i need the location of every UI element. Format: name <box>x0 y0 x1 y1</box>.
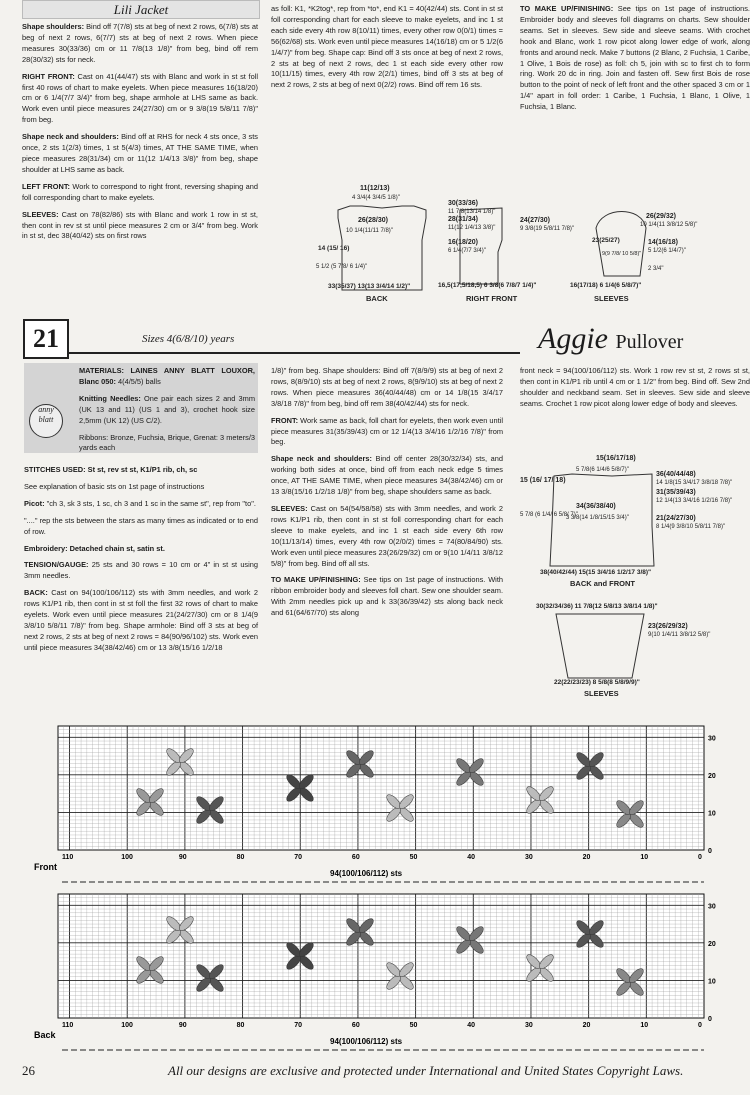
ag-sl-bottom: 22(22/23/23) 8 5/8(8 5/8/9/9)" <box>554 679 640 686</box>
paragraph-heading: MATERIALS: LAINES ANNY BLATT LOUXOR, Blanc 050: <box>79 366 255 386</box>
x-tick-label: 20 <box>582 1022 591 1029</box>
chart-label: Back <box>34 1030 56 1040</box>
sl-a: 26(29/32) <box>646 213 676 220</box>
ag-a: 36(40/44/48) <box>656 471 696 478</box>
paragraph <box>271 366 503 410</box>
front-bottom: 16,5(17,5/18,5) 6 3/8(6 7/8/7 1/4)" <box>438 282 537 289</box>
ag-b: 31(35/39/43) <box>656 489 696 496</box>
x-tick-label: 30 <box>524 1022 533 1029</box>
ag-a2: 14 1/8(15 3/4/17 3/8/18 7/8)" <box>656 480 733 486</box>
sl-d: 14(16/18) <box>648 239 678 246</box>
chart-label: Front <box>34 862 57 872</box>
front-label: RIGHT FRONT <box>466 294 518 303</box>
paragraph-text: Work to correspond to right front, reversing shaping and foll corresponding chart to make eyelets. <box>22 181 258 202</box>
x-tick-label: 90 <box>178 1022 187 1029</box>
paragraph-heading: TO MAKE UP/FINISHING: <box>271 575 361 585</box>
back-side: 14 (15/ 16) <box>318 245 350 252</box>
paragraph <box>22 22 258 66</box>
x-tick-label: 40 <box>467 854 476 861</box>
paragraph-text: "ch 3, sk 3 sts, 1 sc, ch 3 and 1 sc in the same st", rep from "to". <box>44 498 256 508</box>
back-neck: 26(28/30) <box>358 217 388 224</box>
paragraph <box>24 465 258 476</box>
x-tick-label: 70 <box>294 1022 303 1029</box>
ag-neck: 34(36/38/40) <box>576 503 616 510</box>
x-tick-label: 60 <box>351 854 360 861</box>
paragraph-text: as foll: K1, *K2tog*, rep from *to*, end K1 = 40(42/44) sts. Cont in st st foll corresponding chart for each sleeve to make eyelets, and inc 1 st each side every 4th row 8(10/11) times, every other row 0(0/1) times = 56(62/68) sts. Work even until piece measures 14(16/18) cm or 5 1/2(6 1/4/7)" from beg. Shape cap: Bind off 3 sts once at beg of next 2 rows, 2 sts at beg of next 2 rows, dec 1 st each side every other row 10(11/15) times, every 4th row 2(2/1) times, bind off 3 sts at beg of next 2 rows, 2 sts at beg of next 0(2/2) rows. Bind off rem 16 sts. <box>271 4 503 90</box>
ag-b2: 12 1/4(13 3/4/16 1/2/16 7/8)" <box>656 498 733 504</box>
ag-side2: 5 7/8 (6 1/4/ 6 5/8/ 7)" <box>520 512 578 518</box>
x-tick-label: 70 <box>294 854 303 861</box>
aggie-schematic <box>520 446 750 698</box>
lili-jacket-title: Lili Jacket <box>22 0 260 19</box>
paragraph <box>79 366 255 388</box>
front-c: 16(18/20) <box>448 239 478 246</box>
paragraph-text: Cast on 54(54/58/58) sts with 3mm needles, and work 2 rows K1/P1 rib, then cont in st st foll corresponding chart for each sleeve to make eyelets, and inc 1 st each side every 6th row 10(11/13/14) times, every 4th row 0(2/0/2) times = 74(80/84/90) sts. Work even until piece measures 23(26/29/32) cm or 9(10 1/4/11 3/8/12 5/8)" from beg. Bind off all sts. <box>271 503 503 568</box>
paragraph <box>520 4 750 113</box>
x-tick-label: 0 <box>698 1022 702 1029</box>
back-neck2: 10 1/4(11/11 7/8)" <box>346 228 393 234</box>
sl-d2: 5 1/2(6 1/4/7)" <box>648 248 686 254</box>
back-side2: 5 1/2 (5 7/8/ 6 1/4)" <box>316 264 368 270</box>
page-number: 26 <box>22 1063 35 1078</box>
sl-a2: 10 1/4(11 3/8/12 5/8)" <box>640 222 698 228</box>
x-tick-label: 50 <box>409 1022 418 1029</box>
paragraph-heading: TO MAKE UP/FINISHING: <box>520 4 614 13</box>
paragraph <box>271 454 503 498</box>
x-tick-label: 60 <box>351 1022 360 1029</box>
x-tick-label: 80 <box>236 1022 245 1029</box>
ag-sl-top: 30(32/34/36) 11 7/8(12 5/8/13 3/8/14 1/8)" <box>536 603 658 610</box>
ag-sl-h2: 9(10 1/4/11 3/8/12 5/8)" <box>648 632 711 638</box>
y-tick-label: 20 <box>708 772 716 780</box>
ag-side: 15 (16/ 17/ 18) <box>520 477 566 484</box>
paragraph-heading: Picot: <box>24 498 45 508</box>
paragraph-text: "...." rep the sts between the stars as many times as indicated or to end of row. <box>24 515 258 536</box>
paragraph-text: 1/8)" from beg. Shape shoulders: Bind off 7(8/9/9) sts at beg of next 2 rows, 8(8/9/10) sts at beg of next 2 rows, 8(9/9/10) sts at beg of next 2 rows. When piece measures 36(40/44/48) cm or 14 1/8(15 3/4/17 3/8/18 7/8)" from beg, bind off rem 38(40/42/44) sts for neck. <box>271 366 503 408</box>
paragraph-heading: Shape neck and shoulders: <box>271 454 372 464</box>
paragraph-heading: FRONT: <box>271 415 299 425</box>
ag-top2: 5 7/8(6 1/4/6 5/8/7)" <box>576 467 629 473</box>
x-tick-label: 100 <box>121 854 133 861</box>
x-tick-label: 80 <box>236 854 245 861</box>
paragraph-text: Bind off at RHS for neck 4 sts once, 3 sts once, 2 sts 1(2/3) times, 1 st 5(4/3) times, AT THE SAME TIME, when piece measures 28(31/34) cm or 11(12 1/4/13 3/8)" from beg, shape shoulder at LHS same as back. <box>22 132 258 174</box>
materials-text <box>79 366 255 460</box>
ag-top: 15(16/17/18) <box>596 455 636 462</box>
paragraph <box>79 433 255 455</box>
x-tick-label: 90 <box>178 854 187 861</box>
materials-box <box>24 363 258 453</box>
paragraph-text: 4(4/5/5) balls <box>115 376 161 386</box>
paragraph-text: See tips on 1st page of instructions. With ribbon embroider body and sleeves foll chart. Sew one shoulder seam. With 2mm needles pick up and k 33(36/39/42) sts along back neck and 61(64/67/70) sts along <box>271 575 503 618</box>
lili-column-3 <box>520 4 750 119</box>
y-tick-label: 30 <box>708 735 716 743</box>
paragraph-text: Work same as back, foll chart for eyelets, then work even until piece measures 31(35/39/43) cm or 12 1/4(13 3/4/16 1/2/16 7/8)" from beg. <box>271 415 503 447</box>
x-tick-label: 110 <box>62 1022 74 1029</box>
y-tick-label: 10 <box>708 978 716 986</box>
paragraph-text: Cast on 94(100/106/112) sts with 3mm needles, and work 2 rows K1/P1 rib, then cont in st st foll the first 32 rows of chart to make eyelets. Work even until piece measures 21(24/27/30) cm or 8 1/4(9 3/8/10 5/8/11 7/8)" from beg. Shape armhole: Bind off 3 sts at beg of next 2 rows, 2 sts at beg of next 2 rows = 84(90/96/102) sts. Work even until piece measures 34(38/42/46) cm or 13 3/8(15/16 1/2/18 <box>24 588 258 652</box>
back-top: 11(12/13) <box>360 185 390 192</box>
back-chart <box>30 890 720 1056</box>
x-tick-label: 50 <box>409 854 418 861</box>
x-tick-label: 110 <box>62 854 74 861</box>
paragraph <box>271 575 503 619</box>
aggie-column-2 <box>271 366 503 625</box>
back-bottom: 33(35/37) 13(13 3/4/14 1/2)" <box>328 283 411 290</box>
paragraph <box>22 182 258 204</box>
paragraph <box>24 516 258 538</box>
paragraph-heading: Shape neck and shoulders: <box>22 132 119 142</box>
paragraph <box>22 132 258 176</box>
anny-blatt-logo: anny blatt <box>29 404 63 438</box>
x-tick-label: 40 <box>467 1022 476 1029</box>
sl-label: SLEEVES <box>594 294 629 303</box>
x-tick-label: 20 <box>582 854 591 861</box>
paragraph <box>24 482 258 493</box>
front-b2: 11(12 1/4/13 3/8)" <box>448 225 496 231</box>
ag-label: BACK and FRONT <box>570 579 635 588</box>
paragraph-heading: TENSION/GAUGE: <box>24 560 89 570</box>
paragraph-heading: LEFT FRONT: <box>22 181 70 191</box>
ag-bottom: 38(40/42/44) 15(15 3/4/16 1/2/17 3/8)" <box>540 569 652 576</box>
pattern-number: 21 <box>23 319 69 359</box>
y-tick-label: 0 <box>708 848 712 855</box>
front-c2: 6 1/4(7/7 3/4)" <box>448 248 486 254</box>
paragraph-text: See tips on 1st page of instructions. Embroider body and sleeves foll diagrams on charts. Sew shoulder seams. Set in sleeves. Sew side and sleeve seams. With crochet hook and Blanc, work 1 row picot along lower edge of work, along fronts and around neck. Make 7 buttons (2 Blanc, 2 Fuchsia, 1 Caribe, 1 Olive, 1 Bois de rose) as foll: ch 5, join with sc to first ch to form ring. Work 20 dc in ring. Join and fasten off. Sew first Bois de rose button to the point of neck of left front and the other spaced 3 cm or 1 1/4" apart in foll order: 1 Caribe, 1 Fuchsia, 1 Blanc, 1 Olive, 1 Fuchsia, 1 Blanc. <box>520 4 750 112</box>
paragraph <box>271 504 503 569</box>
paragraph-heading: STITCHES USED: St st, rev st st, K1/P1 rib, ch, sc <box>24 465 198 474</box>
stitch-count: 94(100/106/112) sts <box>330 1037 403 1046</box>
x-tick-label: 10 <box>640 854 649 861</box>
ag-sl-h: 23(26/29/32) <box>648 623 688 630</box>
paragraph <box>24 560 258 582</box>
paragraph-heading: Embroidery: Detached chain st, satin st. <box>24 543 165 553</box>
paragraph <box>271 416 503 449</box>
paragraph-text: Cast on 41(44/47) sts with Blanc and work in st st foll first 40 rows of chart to make eyelets. When piece measures 16(18/20) cm or 6 1/4(7/7 3/4)" from beg, shape armhole at LHS same as back. Work even until piece measures 24(27/30) cm or 9 3/8(19 5/8/11 7/8)" from beg. <box>22 71 259 125</box>
aggie-title: Aggie Pullover <box>538 322 684 355</box>
x-tick-label: 10 <box>640 1022 649 1029</box>
paragraph-heading: Knitting Needles: <box>79 393 141 403</box>
paragraph <box>22 72 258 127</box>
paragraph-text: 25 sts and 30 rows = 10 cm or 4" in st st using 3mm needles. <box>24 560 258 581</box>
aggie-column-3 <box>520 366 750 416</box>
paragraph <box>79 394 255 427</box>
lili-column-1 <box>22 22 258 248</box>
y-tick-label: 30 <box>708 903 716 911</box>
y-tick-label: 20 <box>708 940 716 948</box>
sl-bottom: 16(17/18) 6 1/4(6 5/8/7)" <box>570 282 642 289</box>
paragraph <box>22 210 258 243</box>
copyright-footer: All our designs are exclusive and protected under International and United States Copyright Laws. <box>168 1063 684 1078</box>
front-b: 28(31/34) <box>448 216 478 223</box>
paragraph-text: front neck = 94(100/106/112) sts. Work 1 row rev st st, 2 rows st st, then cont in K1/P1 rib until 4 cm or 1 1/2" from beg. Bind off. Sew 2nd shoulder and neckband seam. Set in sleeves. Sew side and sleeve seams. Crochet 1 row picot along lower edge of body and sleeves. <box>520 366 750 408</box>
header-rule <box>68 352 520 354</box>
ag-c: 21(24/27/30) <box>656 515 696 522</box>
paragraph-text: Bind off 7(7/8) sts at beg of next 2 rows, 6(7/8) sts at beg of next 2 rows, 6(7/7) sts at beg of next 2 rows. When piece measures 30(33/36) cm or 11 7/8(13 1/8)" from beg, bind off rem 28(30/32) sts for neck. <box>22 22 258 64</box>
paragraph <box>271 4 503 91</box>
lili-schematic <box>262 180 750 308</box>
lili-column-2 <box>271 4 503 97</box>
paragraph-heading: Shape shoulders: <box>22 22 85 31</box>
y-tick-label: 10 <box>708 810 716 818</box>
y-tick-label: 0 <box>708 1016 712 1023</box>
aggie-column-1 <box>24 465 258 660</box>
paragraph-heading: BACK: <box>24 588 48 598</box>
paragraph-text: Cast on 78(82/86) sts with Blanc and work 1 row in st st, then cont in rev st st until piece measures 2 cm or 3/4" from beg. Work in st st, dec 38(40/42) sts on first rows <box>22 209 258 241</box>
front-d2: 9 3/8(19 5/8/11 7/8)" <box>520 226 575 232</box>
front-a2: 11 7/8(13/14 1/8)" <box>448 209 496 215</box>
paragraph <box>24 588 258 653</box>
x-tick-label: 100 <box>121 1022 133 1029</box>
sl-b: 23(25/27) <box>592 237 620 244</box>
paragraph-heading: SLEEVES: <box>271 503 308 513</box>
ag-c2: 8 1/4(9 3/8/10 5/8/11 7/8)" <box>656 524 726 530</box>
x-tick-label: 30 <box>524 854 533 861</box>
back-top2: 4 3/4(4 3/4/5 1/8)" <box>352 195 400 201</box>
front-a: 30(33/36) <box>448 200 478 207</box>
paragraph <box>24 499 258 510</box>
front-d: 24(27/30) <box>520 217 550 224</box>
stitch-count: 94(100/106/112) sts <box>330 869 403 878</box>
ag-sl-label: SLEEVES <box>584 689 619 698</box>
front-chart <box>30 722 720 888</box>
aggie-sizes: Sizes 4(6/8/10) years <box>142 333 235 345</box>
paragraph <box>520 366 750 410</box>
paragraph <box>24 544 258 555</box>
paragraph-text: Bind off center 28(30/32/34) sts, and working both sides at once, bind off from each neck edge 5 times once, AT THE SAME TIME, when piece measures 34(38/42/46) cm or 13 3/8(15/16 1/2/18 1/8)" from beg, shape shoulders same as back. <box>271 454 503 497</box>
ag-neck2: 3 3/8(14 1/8/15/15 3/4)" <box>566 515 629 521</box>
sl-e: 2 3/4" <box>648 266 664 272</box>
paragraph-heading: SLEEVES: <box>22 209 59 219</box>
paragraph-heading: RIGHT FRONT: <box>22 71 75 81</box>
x-tick-label: 0 <box>698 854 702 861</box>
paragraph-text: See explanation of basic sts on 1st page of instructions <box>24 481 205 491</box>
paragraph-text: Ribbons: Bronze, Fuchsia, Brique, Grenat: 3 meters/3 yards each <box>79 432 255 453</box>
back-label: BACK <box>366 294 388 303</box>
paragraph-text: One pair each sizes 2 and 3mm (UK 13 and 11) (US 1 and 3), crochet hook size 2,5mm (UK 12) (US C/2). <box>79 393 255 425</box>
sl-c: 9(9 7/8/ 10 5/8)" <box>602 251 642 257</box>
